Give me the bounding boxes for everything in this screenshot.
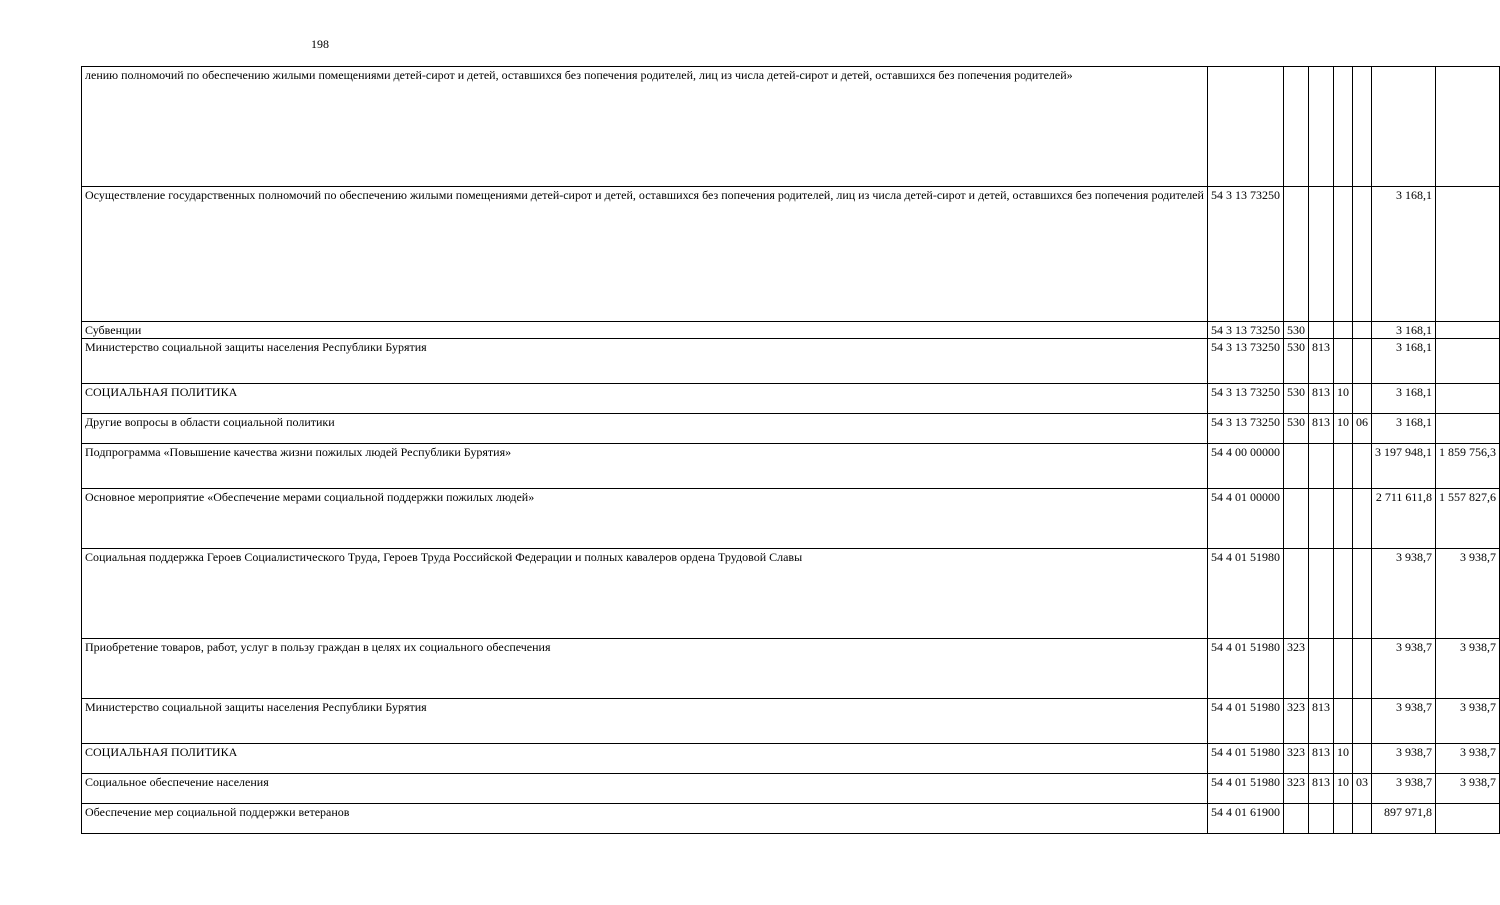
row-sum2-cell: 3 938,7: [1435, 639, 1499, 699]
row-rz-cell: [1333, 639, 1352, 699]
row-sum2-cell: [1435, 322, 1499, 339]
row-code-cell: 54 3 13 73250: [1207, 322, 1283, 339]
row-grbs-cell: [1308, 639, 1333, 699]
row-code-cell: 54 4 00 00000: [1207, 444, 1283, 489]
row-vr-cell: [1283, 804, 1308, 834]
row-name-cell: Основное мероприятие «Обеспечение мерами социальной поддержки пожилых людей»: [82, 489, 1208, 549]
row-code-cell: 54 4 01 00000: [1207, 489, 1283, 549]
row-grbs-cell: 813: [1308, 414, 1333, 444]
row-pr-cell: 03: [1352, 774, 1371, 804]
row-sum1-cell: [1371, 67, 1435, 187]
row-sum1-cell: 3 938,7: [1371, 549, 1435, 639]
table-row: [82, 322, 1500, 339]
row-grbs-cell: [1308, 489, 1333, 549]
row-rz-cell: [1333, 339, 1352, 384]
table-row: [82, 744, 1500, 774]
table-row: [82, 339, 1500, 384]
row-code-cell: [1207, 67, 1283, 187]
row-sum2-cell: 3 938,7: [1435, 699, 1499, 744]
row-sum1-cell: 3 938,7: [1371, 699, 1435, 744]
row-vr-cell: 323: [1283, 699, 1308, 744]
row-name-cell: Приобретение товаров, работ, услуг в пользу граждан в целях их социального обеспечения: [82, 639, 1208, 699]
row-sum2-cell: 3 938,7: [1435, 549, 1499, 639]
table-row: [82, 384, 1500, 414]
row-name-cell: Социальное обеспечение населения: [82, 774, 1208, 804]
budget-table: [81, 66, 1500, 834]
row-vr-cell: 323: [1283, 774, 1308, 804]
row-grbs-cell: [1308, 444, 1333, 489]
row-name-cell: СОЦИАЛЬНАЯ ПОЛИТИКА: [82, 384, 1208, 414]
row-sum1-cell: 3 197 948,1: [1371, 444, 1435, 489]
row-name-cell: Другие вопросы в области социальной политики: [82, 414, 1208, 444]
row-name-cell: Подпрограмма «Повышение качества жизни пожилых людей Республики Бурятия»: [82, 444, 1208, 489]
row-rz-cell: [1333, 699, 1352, 744]
row-pr-cell: [1352, 322, 1371, 339]
row-sum1-cell: 3 168,1: [1371, 339, 1435, 384]
row-pr-cell: [1352, 744, 1371, 774]
row-sum2-cell: [1435, 67, 1499, 187]
row-sum2-cell: [1435, 339, 1499, 384]
row-code-cell: 54 3 13 73250: [1207, 414, 1283, 444]
row-sum1-cell: 897 971,8: [1371, 804, 1435, 834]
row-grbs-cell: 813: [1308, 699, 1333, 744]
row-sum2-cell: 1 557 827,6: [1435, 489, 1499, 549]
row-grbs-cell: 813: [1308, 744, 1333, 774]
row-sum1-cell: 3 168,1: [1371, 414, 1435, 444]
row-pr-cell: [1352, 187, 1371, 322]
row-vr-cell: [1283, 549, 1308, 639]
row-grbs-cell: [1308, 67, 1333, 187]
row-sum1-cell: 3 168,1: [1371, 322, 1435, 339]
row-vr-cell: 530: [1283, 414, 1308, 444]
table-row: [82, 444, 1500, 489]
table-row: [82, 187, 1500, 322]
row-pr-cell: 06: [1352, 414, 1371, 444]
row-rz-cell: 10: [1333, 414, 1352, 444]
row-code-cell: 54 4 01 51980: [1207, 744, 1283, 774]
row-rz-cell: 10: [1333, 774, 1352, 804]
row-grbs-cell: 813: [1308, 774, 1333, 804]
row-sum2-cell: [1435, 384, 1499, 414]
row-sum1-cell: 3 938,7: [1371, 774, 1435, 804]
row-code-cell: 54 4 01 51980: [1207, 774, 1283, 804]
row-rz-cell: [1333, 67, 1352, 187]
row-name-cell: Субвенции: [82, 322, 1208, 339]
row-sum1-cell: 3 168,1: [1371, 187, 1435, 322]
row-rz-cell: [1333, 804, 1352, 834]
row-name-cell: СОЦИАЛЬНАЯ ПОЛИТИКА: [82, 744, 1208, 774]
row-grbs-cell: [1308, 322, 1333, 339]
table-row: [82, 699, 1500, 744]
row-code-cell: 54 4 01 51980: [1207, 549, 1283, 639]
row-sum2-cell: [1435, 414, 1499, 444]
row-code-cell: 54 3 13 73250: [1207, 339, 1283, 384]
page-number: 198: [311, 37, 329, 51]
row-grbs-cell: 813: [1308, 339, 1333, 384]
row-sum2-cell: 3 938,7: [1435, 774, 1499, 804]
row-rz-cell: [1333, 187, 1352, 322]
row-grbs-cell: 813: [1308, 384, 1333, 414]
row-rz-cell: [1333, 444, 1352, 489]
table-row: [82, 639, 1500, 699]
table-row: [82, 549, 1500, 639]
row-sum2-cell: [1435, 804, 1499, 834]
row-code-cell: 54 4 01 51980: [1207, 639, 1283, 699]
row-pr-cell: [1352, 699, 1371, 744]
row-sum1-cell: 2 711 611,8: [1371, 489, 1435, 549]
row-name-cell: Осуществление государственных полномочий по обеспечению жилыми помещениями детей-сирот и детей, оставшихся без попечения родителей, лиц из числа детей-сирот и детей, оставшихся без попечения родителей: [82, 187, 1208, 322]
row-code-cell: 54 3 13 73250: [1207, 384, 1283, 414]
row-vr-cell: [1283, 187, 1308, 322]
row-rz-cell: [1333, 489, 1352, 549]
table-row: [82, 774, 1500, 804]
row-pr-cell: [1352, 384, 1371, 414]
row-grbs-cell: [1308, 549, 1333, 639]
row-rz-cell: 10: [1333, 384, 1352, 414]
table-row: [82, 804, 1500, 834]
row-pr-cell: [1352, 804, 1371, 834]
row-sum1-cell: 3 938,7: [1371, 744, 1435, 774]
row-sum2-cell: [1435, 187, 1499, 322]
row-vr-cell: 530: [1283, 339, 1308, 384]
row-vr-cell: 323: [1283, 639, 1308, 699]
row-pr-cell: [1352, 639, 1371, 699]
row-pr-cell: [1352, 67, 1371, 187]
row-grbs-cell: [1308, 804, 1333, 834]
row-sum1-cell: 3 168,1: [1371, 384, 1435, 414]
row-name-cell: Обеспечение мер социальной поддержки ветеранов: [82, 804, 1208, 834]
row-name-cell: лению полномочий по обеспечению жилыми помещениями детей-сирот и детей, оставшихся без попечения родителей, лиц из числа детей-сирот и детей, оставшихся без попечения родителей»: [82, 67, 1208, 187]
row-name-cell: Министерство социальной защиты населения Республики Бурятия: [82, 699, 1208, 744]
row-sum2-cell: 3 938,7: [1435, 744, 1499, 774]
table-row: [82, 489, 1500, 549]
row-rz-cell: [1333, 549, 1352, 639]
row-name-cell: Социальная поддержка Героев Социалистического Труда, Героев Труда Российской Федерации и полных кавалеров ордена Трудовой Славы: [82, 549, 1208, 639]
row-rz-cell: 10: [1333, 744, 1352, 774]
row-vr-cell: 530: [1283, 384, 1308, 414]
row-vr-cell: [1283, 67, 1308, 187]
row-code-cell: 54 4 01 51980: [1207, 699, 1283, 744]
row-sum1-cell: 3 938,7: [1371, 639, 1435, 699]
row-pr-cell: [1352, 489, 1371, 549]
row-pr-cell: [1352, 444, 1371, 489]
row-rz-cell: [1333, 322, 1352, 339]
row-code-cell: 54 3 13 73250: [1207, 187, 1283, 322]
table-row: [82, 67, 1500, 187]
row-sum2-cell: 1 859 756,3: [1435, 444, 1499, 489]
row-code-cell: 54 4 01 61900: [1207, 804, 1283, 834]
table-row: [82, 414, 1500, 444]
row-vr-cell: [1283, 444, 1308, 489]
row-pr-cell: [1352, 549, 1371, 639]
row-name-cell: Министерство социальной защиты населения Республики Бурятия: [82, 339, 1208, 384]
row-vr-cell: [1283, 489, 1308, 549]
row-vr-cell: 323: [1283, 744, 1308, 774]
row-pr-cell: [1352, 339, 1371, 384]
row-grbs-cell: [1308, 187, 1333, 322]
row-vr-cell: 530: [1283, 322, 1308, 339]
